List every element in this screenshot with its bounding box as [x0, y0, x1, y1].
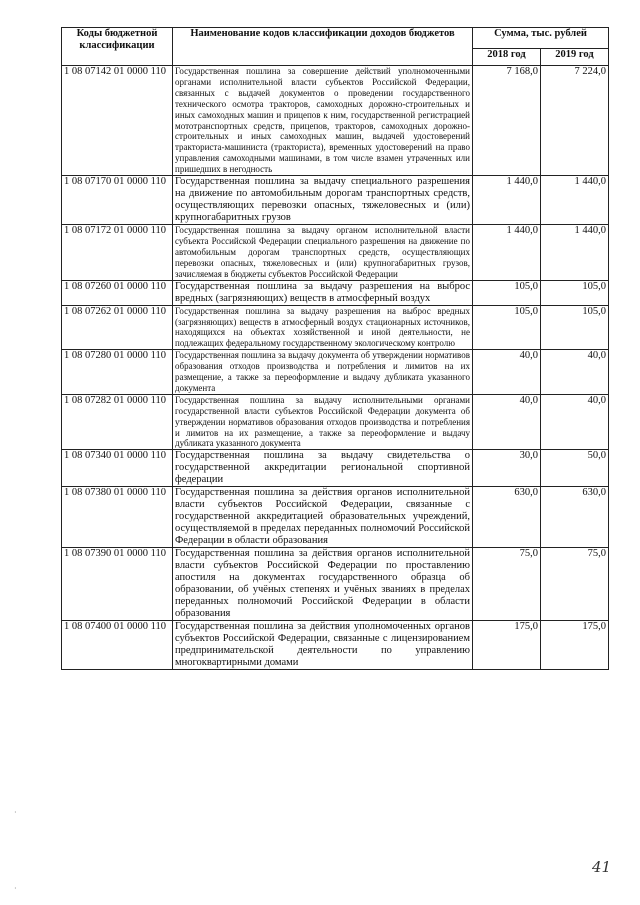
- amount-2018: 630,0: [473, 487, 541, 548]
- amount-2018: 40,0: [473, 394, 541, 450]
- income-name: Государственная пошлина за действия органов исполнительной власти субъектов Российской Федерации, связанные с государственной аккредитацией образовательных учреждений, осуществляемой в пределах переданных полномочий Российской Федерации в области образования: [173, 487, 473, 548]
- amount-2018: 40,0: [473, 350, 541, 395]
- amount-2019: 105,0: [541, 305, 609, 350]
- income-name: Государственная пошлина за действия уполномоченных органов субъектов Российской Федерации, связанные с лицензированием предпринимательской деятельности по управлению многоквартирными домами: [173, 621, 473, 670]
- income-name: Государственная пошлина за выдачу документа об утверждении нормативов образования отходов производства и потребления и лимитов на их размещение, а также за переоформление и выдачу дубликата указанного документа: [173, 350, 473, 395]
- amount-2019: 1 440,0: [541, 176, 609, 225]
- budget-code: 1 08 07282 01 0000 110: [62, 394, 173, 450]
- margin-dot: ·: [14, 808, 17, 817]
- page-number: 41: [592, 858, 612, 876]
- header-sum: Сумма, тыс. рублей: [473, 28, 609, 49]
- amount-2018: 175,0: [473, 621, 541, 670]
- budget-code: 1 08 07340 01 0000 110: [62, 450, 173, 487]
- table-row: [62, 394, 609, 450]
- amount-2019: 630,0: [541, 487, 609, 548]
- table-row: [62, 176, 609, 225]
- header-codes: Коды бюджетной классификации: [62, 28, 173, 66]
- budget-income-table: [61, 27, 609, 670]
- income-name: Государственная пошлина за выдачу разрешения на выброс вредных (загрязняющих) веществ в атмосферный воздух: [173, 280, 473, 305]
- header-name: Наименование кодов классификации доходов бюджетов: [173, 28, 473, 66]
- table-row: [62, 225, 609, 281]
- table-row: [62, 487, 609, 548]
- amount-2019: 40,0: [541, 394, 609, 450]
- amount-2019: 7 224,0: [541, 66, 609, 176]
- income-name: Государственная пошлина за выдачу исполнительными органами государственной власти субъектов Российской Федерации документа об утверждении нормативов образования отходов производства и потребления и лимитов на их размещение, а также за переоформление и выдачу дубликата указанного документа: [173, 394, 473, 450]
- table-row: [62, 66, 609, 176]
- budget-code: 1 08 07142 01 0000 110: [62, 66, 173, 176]
- budget-code: 1 08 07380 01 0000 110: [62, 487, 173, 548]
- amount-2019: 1 440,0: [541, 225, 609, 281]
- amount-2018: 105,0: [473, 305, 541, 350]
- amount-2018: 1 440,0: [473, 225, 541, 281]
- table-row: [62, 280, 609, 305]
- amount-2019: 40,0: [541, 350, 609, 395]
- amount-2019: 75,0: [541, 548, 609, 621]
- amount-2018: 105,0: [473, 280, 541, 305]
- budget-code: 1 08 07172 01 0000 110: [62, 225, 173, 281]
- table-row: [62, 305, 609, 350]
- income-name: Государственная пошлина за выдачу свидетельства о государственной аккредитации региональной спортивной федерации: [173, 450, 473, 487]
- income-name: Государственная пошлина за совершение действий уполномоченными органами исполнительной власти субъектов Российской Федерации, связанных с выдачей документов о проведении государственного технического осмотра тракторов, самоходных дорожно-строительных и иных самоходных машин и прицепов к ним, государственной регистрацией мототранспортных средств, прицепов, тракторов, самоходных дорожно-строительных и иных самоходных машин, выдачей удостоверений тракториста-машиниста (тракториста), временных удостоверений на право управления самоходными машинами, в том числе взамен утраченных или пришедших в негодность: [173, 66, 473, 176]
- amount-2019: 175,0: [541, 621, 609, 670]
- income-name: Государственная пошлина за выдачу разрешения на выброс вредных (загрязняющих) веществ в атмосферный воздух стационарных источников, находящихся на объектах хозяйственной и иной деятельности, не подлежащих федеральному государственному экологическому контролю: [173, 305, 473, 350]
- header-year-2019: 2019 год: [541, 49, 609, 66]
- table-body: [62, 66, 609, 670]
- amount-2019: 105,0: [541, 280, 609, 305]
- margin-dot: ·: [14, 884, 17, 893]
- table-row: [62, 621, 609, 670]
- income-name: Государственная пошлина за выдачу органом исполнительной власти субъекта Российской Федерации специального разрешения на движение по автомобильным дорогам транспортных средств, осуществляющих перевозки опасных, тяжеловесных и (или) крупногабаритных грузов, зачисляемая в бюджеты субъектов Российской Федерации: [173, 225, 473, 281]
- budget-code: 1 08 07390 01 0000 110: [62, 548, 173, 621]
- amount-2018: 1 440,0: [473, 176, 541, 225]
- budget-code: 1 08 07400 01 0000 110: [62, 621, 173, 670]
- income-name: Государственная пошлина за действия органов исполнительной власти субъектов Российской Федерации по проставлению апостиля на документах государственного образца об образовании, об учёных степенях и учёных званиях в пределах переданных полномочий Российской Федерации в области образования: [173, 548, 473, 621]
- table-row: [62, 350, 609, 395]
- budget-code: 1 08 07260 01 0000 110: [62, 280, 173, 305]
- table-row: [62, 450, 609, 487]
- amount-2018: 75,0: [473, 548, 541, 621]
- budget-code: 1 08 07262 01 0000 110: [62, 305, 173, 350]
- table-row: [62, 548, 609, 621]
- amount-2019: 50,0: [541, 450, 609, 487]
- header-year-2018: 2018 год: [473, 49, 541, 66]
- budget-code: 1 08 07170 01 0000 110: [62, 176, 173, 225]
- amount-2018: 30,0: [473, 450, 541, 487]
- amount-2018: 7 168,0: [473, 66, 541, 176]
- budget-code: 1 08 07280 01 0000 110: [62, 350, 173, 395]
- income-name: Государственная пошлина за выдачу специального разрешения на движение по автомобильным дорогам транспортных средств, осуществляющих перевозки опасных, тяжеловесных и (или) крупногабаритных грузов: [173, 176, 473, 225]
